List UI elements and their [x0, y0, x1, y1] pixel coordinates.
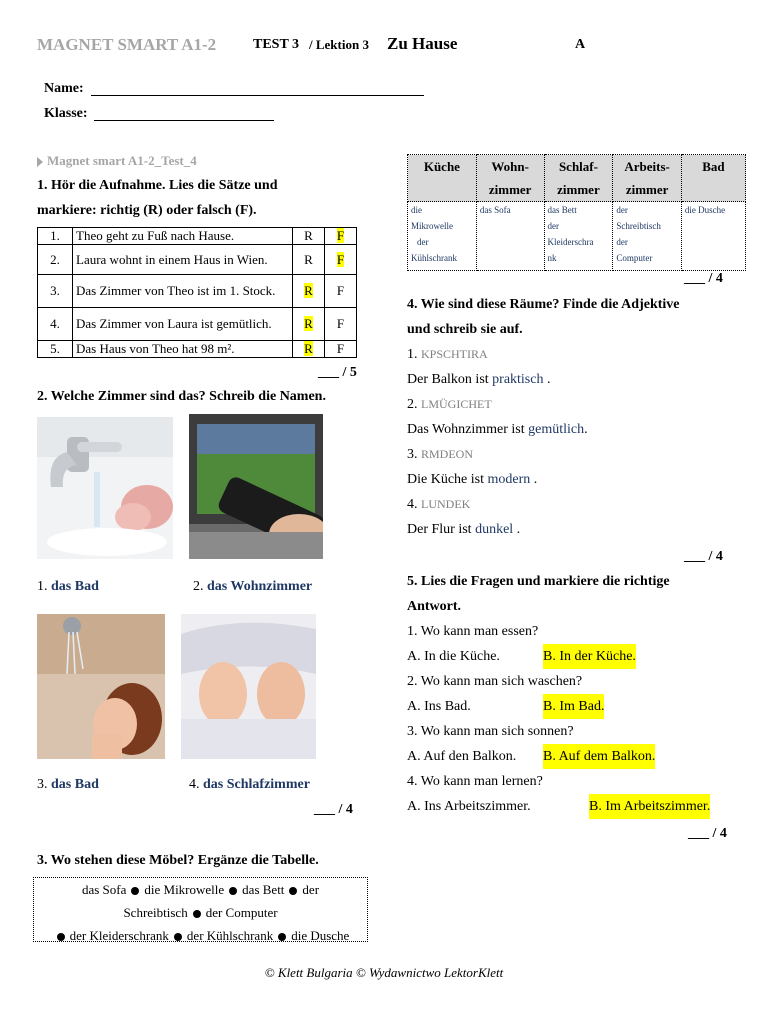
row-number [38, 228, 73, 245]
answer-options [407, 794, 747, 819]
answer-options [407, 744, 747, 769]
task2-num-2: 2. [193, 579, 204, 594]
scramble-num: 4. [407, 497, 418, 512]
lesson-label: / Lektion 3 [309, 37, 369, 52]
rooms-header-row [408, 155, 746, 202]
task1-row [38, 275, 357, 308]
scramble-line [407, 492, 588, 517]
task1-table [37, 227, 357, 358]
room-cell-text: die [411, 205, 422, 215]
name-label: Name: [44, 81, 84, 96]
answer-prefix: Die Küche ist [407, 472, 488, 487]
bullet-icon [57, 933, 65, 941]
statement [73, 228, 293, 245]
option-f-text: F [336, 228, 345, 243]
word-box-line-2 [34, 901, 367, 924]
option-a[interactable]: A. Ins Arbeitszimmer. [407, 799, 531, 814]
room-cell-text: der [547, 221, 560, 231]
task3-title: 3. Wo stehen diese Möbel? Ergänze die Tabelle. [37, 853, 319, 868]
option-f[interactable] [325, 245, 357, 275]
option-b[interactable]: B. In der Küche. [543, 644, 636, 669]
option-b[interactable]: B. Auf dem Balkon. [543, 744, 655, 769]
word-4a: der [302, 882, 320, 897]
room-header-line: zimmer [625, 182, 669, 197]
word-box-line-1 [34, 878, 367, 901]
room-cell-text: Kühlschrank [411, 253, 457, 263]
room-cell[interactable] [544, 202, 613, 271]
answer-line [407, 367, 588, 392]
word-5: der Computer [205, 905, 278, 920]
question: 4. Wo kann man lernen? [407, 774, 543, 789]
task2-num-1: 1. [37, 579, 48, 594]
scramble-word: LMÜGICHET [421, 397, 492, 411]
row-number-text: 2. [50, 251, 60, 267]
task1-title-2: markiere: richtig (R) oder falsch (F). [37, 203, 257, 218]
task2-answer-3[interactable]: das Bad [51, 777, 99, 792]
task2-num-4: 4. [189, 777, 200, 792]
word-8: die Dusche [291, 928, 350, 943]
task5-title-2: Antwort. [407, 599, 462, 614]
room-cell[interactable] [476, 202, 544, 271]
photo-faucet [37, 417, 173, 559]
task4-score: ___ / 4 [684, 549, 723, 564]
word-3: das Bett [242, 882, 285, 897]
option-r[interactable] [293, 308, 325, 341]
statement-text: Laura wohnt in einem Haus in Wien. [76, 251, 268, 267]
adjective-answer[interactable]: gemütlich [528, 422, 585, 437]
room-header-line: Arbeits- [624, 159, 670, 174]
scramble-word: KPSCHTIRA [421, 347, 488, 361]
question: 3. Wo kann man sich sonnen? [407, 724, 574, 739]
task2-item-4 [189, 777, 310, 793]
room-cell[interactable] [613, 202, 682, 271]
word-box [33, 877, 368, 942]
option-r-text: R [304, 316, 313, 331]
option-f[interactable] [325, 275, 357, 308]
photo-tv-remote [189, 414, 323, 559]
name-line[interactable] [91, 95, 424, 96]
room-header [681, 155, 745, 202]
scramble-line [407, 342, 588, 367]
option-r[interactable] [293, 228, 325, 245]
task2-num-3: 3. [37, 777, 48, 792]
task1-score: ___ / 5 [318, 365, 357, 380]
answer-suffix: . [543, 372, 551, 387]
question: 1. Wo kann man essen? [407, 624, 539, 639]
word-2: die Mikrowelle [144, 882, 225, 897]
lesson-topic: Zu Hause [387, 34, 458, 53]
option-f[interactable] [325, 228, 357, 245]
room-cell-text: der [417, 237, 429, 247]
room-cell-text: der [616, 237, 628, 247]
room-cell-text: Schreibtisch [616, 221, 661, 231]
room-cell-text: die Dusche [684, 205, 726, 215]
answer-suffix: . [584, 422, 588, 437]
option-f-text: F [336, 316, 345, 331]
task2-answer-4[interactable]: das Schlafzimmer [203, 777, 310, 792]
answer-prefix: Der Flur ist [407, 522, 476, 537]
row-number-text: 3. [50, 283, 60, 298]
answer-suffix: . [513, 522, 521, 537]
room-header [476, 155, 544, 202]
option-r-text: R [304, 251, 313, 267]
task5-score: ___ / 4 [688, 826, 727, 841]
word-7: der Kühlschrank [186, 928, 274, 943]
rooms-answer-row [408, 202, 746, 271]
task2-item-2 [193, 579, 312, 595]
word-1: das Sofa [81, 882, 127, 897]
question: 2. Wo kann man sich waschen? [407, 674, 583, 689]
room-cell-text: das Bett [547, 205, 577, 215]
answer-line [407, 517, 588, 542]
option-f-text: F [336, 251, 345, 267]
answer-line [407, 417, 588, 442]
scramble-word: RMDEON [421, 447, 474, 461]
task2-score: ___ / 4 [314, 802, 353, 817]
adjective-answer[interactable]: modern [487, 472, 531, 487]
bullet-icon [131, 887, 139, 895]
answer-line [407, 467, 588, 492]
room-header-line: zimmer [488, 182, 532, 197]
option-r-text: R [304, 341, 313, 356]
statement-text: Theo geht zu Fuß nach Hause. [76, 228, 235, 243]
room-cell-text: Mikrowelle [411, 221, 453, 231]
task4-title-1: 4. Wie sind diese Räume? Finde die Adjektive [407, 297, 680, 312]
answer-suffix: . [530, 472, 538, 487]
task5-title-1: 5. Lies die Fragen und markiere die richtige [407, 574, 670, 589]
room-header-line: Wohn- [491, 159, 529, 174]
bullet-icon [278, 933, 286, 941]
room-cell-text: das Sofa [479, 205, 511, 215]
option-r[interactable] [293, 245, 325, 275]
row-number-text: 5. [50, 341, 60, 356]
option-a[interactable]: A. Auf den Balkon. [407, 749, 517, 764]
photo-shower [37, 614, 165, 759]
task2-answer-1[interactable]: das Bad [51, 579, 99, 594]
task3-score: ___ / 4 [684, 271, 723, 286]
play-icon [37, 157, 43, 167]
option-b[interactable]: B. Im Bad. [543, 694, 604, 719]
footer-copyright: © Klett Bulgaria © Wydawnictwo LektorKlett [264, 965, 504, 980]
audio-link[interactable] [37, 153, 197, 169]
brand-title: MAGNET SMART A1-2 [37, 35, 217, 54]
klasse-line[interactable] [94, 120, 274, 121]
task5-list [407, 619, 747, 819]
answer-options [407, 644, 747, 669]
bullet-icon [193, 910, 201, 918]
room-cell-text: nk [547, 253, 557, 263]
scramble-num: 1. [407, 347, 418, 362]
word-4b: Schreibtisch [123, 905, 188, 920]
task1-title-1: 1. Hör die Aufnahme. Lies die Sätze und [37, 178, 278, 193]
task1-row [38, 228, 357, 245]
task1-row [38, 341, 357, 358]
scramble-line [407, 442, 588, 467]
test-label: TEST 3 [253, 37, 300, 52]
scramble-num: 2. [407, 397, 418, 412]
option-r-text: R [304, 228, 313, 243]
option-f[interactable] [325, 308, 357, 341]
answer-prefix: Das Wohnzimmer ist [407, 422, 529, 437]
statement [73, 341, 293, 358]
option-f-text: F [336, 283, 345, 298]
scramble-word: LUNDEK [421, 497, 471, 511]
task4-list [407, 342, 588, 542]
option-b[interactable]: B. Im Arbeitszimmer. [589, 794, 710, 819]
rooms-table [407, 154, 746, 271]
scramble-num: 3. [407, 447, 418, 462]
row-number [38, 245, 73, 275]
scramble-line [407, 392, 588, 417]
option-r[interactable] [293, 275, 325, 308]
statement [73, 245, 293, 275]
room-header-line: Schlaf- [558, 159, 598, 174]
bullet-icon [229, 887, 237, 895]
statement-text: Das Haus von Theo hat 98 m². [76, 341, 235, 356]
room-cell-text: Kleiderschra [547, 237, 594, 247]
task2-item-1 [37, 579, 99, 595]
option-a[interactable]: A. Ins Bad. [407, 699, 471, 714]
room-header-line: Küche [423, 159, 460, 174]
task1-row [38, 245, 357, 275]
task4-title-2: und schreib sie auf. [407, 322, 523, 337]
room-cell-text: der [616, 205, 628, 215]
option-f-text: F [336, 341, 345, 356]
row-number-text: 1. [50, 228, 60, 243]
room-header-line: Bad [702, 159, 725, 174]
option-a[interactable]: A. In die Küche. [407, 649, 500, 664]
answer-options [407, 694, 747, 719]
answer-prefix: Der Balkon ist [407, 372, 493, 387]
audio-label: Magnet smart A1-2_Test_4 [47, 153, 197, 168]
row-number-text: 4. [50, 316, 60, 331]
statement [73, 308, 293, 341]
task2-answer-2[interactable]: das Wohnzimmer [207, 579, 313, 594]
statement-text: Das Zimmer von Theo ist im 1. Stock. [76, 283, 276, 298]
bullet-icon [289, 887, 297, 895]
task1-row [38, 308, 357, 341]
row-number [38, 308, 73, 341]
option-r-text: R [304, 283, 313, 298]
adjective-answer[interactable]: dunkel [475, 522, 514, 537]
bullet-icon [174, 933, 182, 941]
row-number [38, 341, 73, 358]
room-header [613, 155, 682, 202]
word-box-line-3 [34, 924, 367, 947]
statement [73, 275, 293, 308]
photo-feet-bed [181, 614, 316, 759]
room-cell-text: Computer [616, 253, 653, 263]
group-label: A [575, 37, 586, 52]
adjective-answer[interactable]: praktisch [492, 372, 544, 387]
task2-item-3 [37, 777, 99, 793]
statement-text: Das Zimmer von Laura ist gemütlich. [76, 316, 272, 331]
row-number [38, 275, 73, 308]
option-r[interactable] [293, 341, 325, 358]
room-cell[interactable] [681, 202, 745, 271]
room-header [408, 155, 477, 202]
klasse-label: Klasse: [44, 106, 88, 121]
option-f[interactable] [325, 341, 357, 358]
word-6: der Kleiderschrank [69, 928, 169, 943]
room-cell[interactable] [408, 202, 477, 271]
room-header-line: zimmer [557, 182, 600, 197]
room-header [544, 155, 613, 202]
task2-title: 2. Welche Zimmer sind das? Schreib die Namen. [37, 389, 326, 404]
